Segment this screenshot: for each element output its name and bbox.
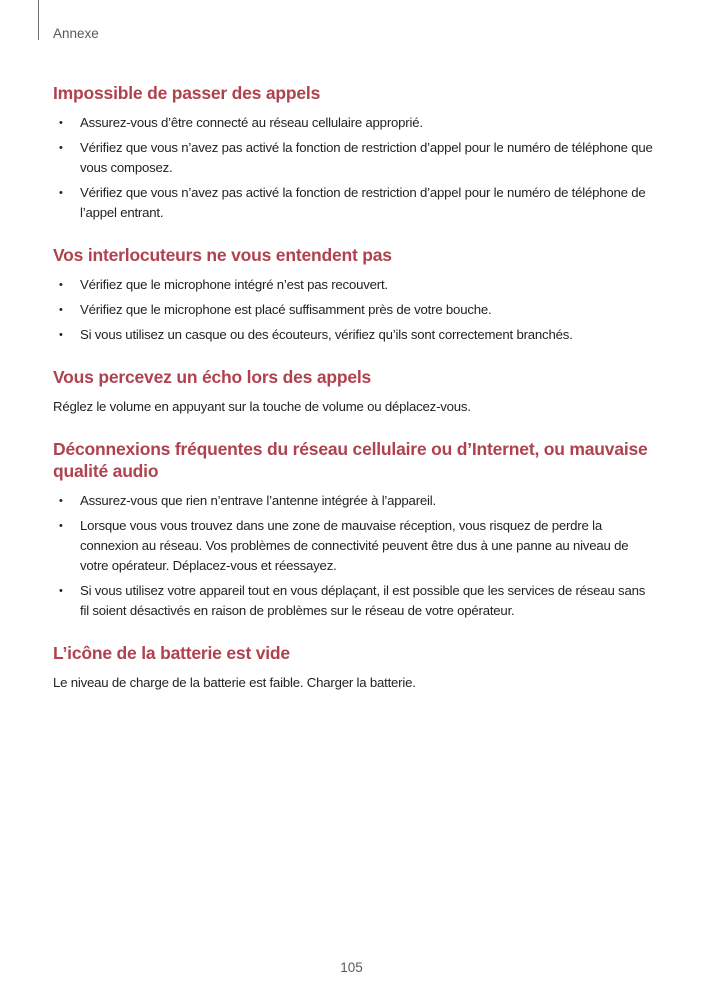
list-item xyxy=(53,300,653,320)
section-not-heard xyxy=(53,244,653,345)
section-heading: Impossible de passer des appels xyxy=(53,83,321,103)
list-item-text: Vérifiez que le microphone intégré n’est pas recouvert. xyxy=(80,277,388,292)
section-heading: L’icône de la batterie est vide xyxy=(53,643,290,663)
bullet-icon: • xyxy=(59,187,63,199)
bullet-icon: • xyxy=(59,142,63,154)
list-item-text: Vérifiez que le microphone est placé suffisamment près de votre bouche. xyxy=(80,302,492,317)
list-item-text: Assurez-vous d’être connecté au réseau cellulaire approprié. xyxy=(80,115,423,130)
section-cannot-call xyxy=(53,82,653,223)
section-paragraph: Réglez le volume en appuyant sur la touche de volume ou déplacez-vous. xyxy=(53,399,471,414)
list-item xyxy=(53,491,653,511)
bullet-icon: • xyxy=(59,495,63,507)
section-battery-empty xyxy=(53,642,653,693)
section-heading: Déconnexions fréquentes du réseau cellulaire ou d’Internet, ou mauvaise qualité audio xyxy=(53,439,648,481)
section-paragraph: Le niveau de charge de la batterie est faible. Charger la batterie. xyxy=(53,675,416,690)
list-item xyxy=(53,581,653,621)
section-echo xyxy=(53,366,653,417)
document-body xyxy=(53,82,653,714)
list-item xyxy=(53,183,653,223)
list-item-text: Vérifiez que vous n’avez pas activé la fonction de restriction d’appel pour le numéro de téléphone que vous composez. xyxy=(80,140,653,175)
list-item-text: Lorsque vous vous trouvez dans une zone de mauvaise réception, vous risquez de perdre la connexion au réseau. Vos problèmes de connectivité peuvent être dus à une panne au niveau de votre opérateur. Déplacez-vous et réessayez. xyxy=(80,518,629,573)
bullet-icon: • xyxy=(59,520,63,532)
section-heading: Vous percevez un écho lors des appels xyxy=(53,367,372,387)
header-rule xyxy=(38,0,39,40)
section-heading: Vos interlocuteurs ne vous entendent pas xyxy=(53,245,392,265)
list-item-text: Si vous utilisez un casque ou des écouteurs, vérifiez qu’ils sont correctement branchés. xyxy=(80,327,573,342)
bullet-icon: • xyxy=(59,304,63,316)
section-disconnections xyxy=(53,438,653,621)
list-item xyxy=(53,516,653,576)
bullet-icon: • xyxy=(59,279,63,291)
bullet-icon: • xyxy=(59,329,63,341)
bullet-icon: • xyxy=(59,585,63,597)
list-item xyxy=(53,275,653,295)
list-item xyxy=(53,138,653,178)
bullet-icon: • xyxy=(59,117,63,129)
list-item xyxy=(53,325,653,345)
bullet-list xyxy=(53,275,653,345)
list-item-text: Assurez-vous que rien n’entrave l’antenne intégrée à l’appareil. xyxy=(80,493,436,508)
section-label: Annexe xyxy=(53,26,99,41)
list-item-text: Vérifiez que vous n’avez pas activé la fonction de restriction d’appel pour le numéro de téléphone de l’appel entrant. xyxy=(80,185,646,220)
list-item xyxy=(53,113,653,133)
bullet-list xyxy=(53,491,653,621)
page-number: 105 xyxy=(340,960,363,975)
list-item-text: Si vous utilisez votre appareil tout en vous déplaçant, il est possible que les services de réseau sans fil soient désactivés en raison de problèmes sur le réseau de votre opérateur. xyxy=(80,583,646,618)
bullet-list xyxy=(53,113,653,223)
